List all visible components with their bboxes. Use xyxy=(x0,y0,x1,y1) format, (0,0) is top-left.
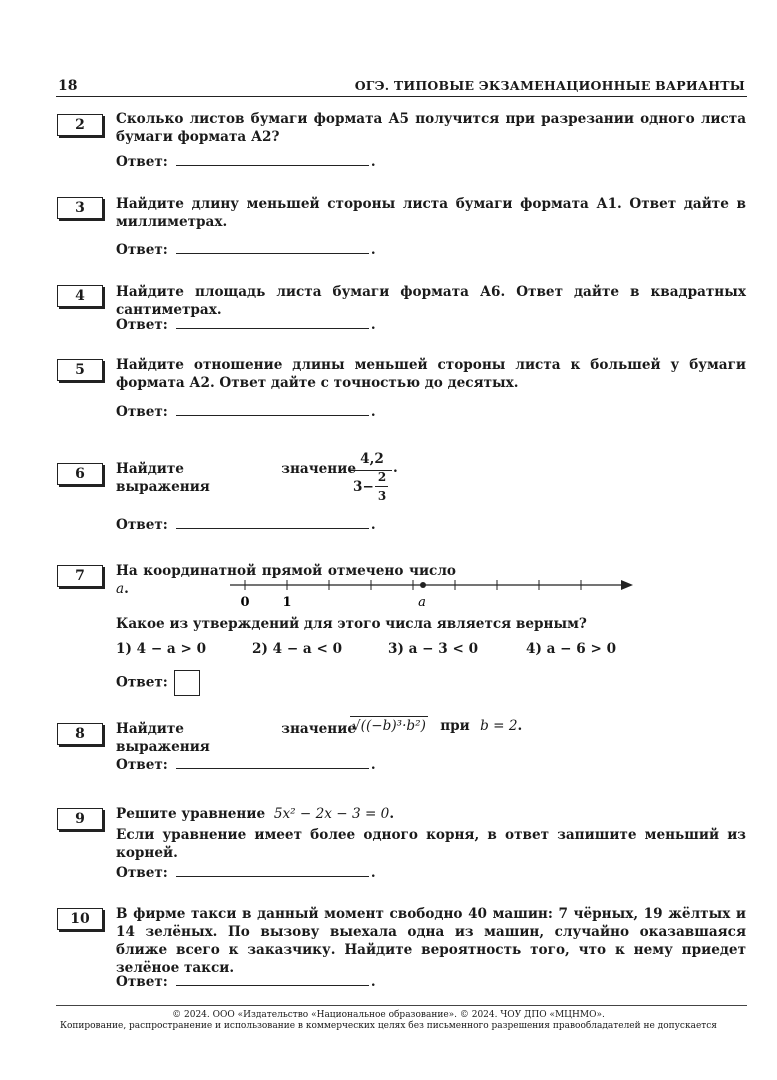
task-10-text: В фирме такси в данный момент свободно 40 машин: 7 чёрных, 19 жёлтых и 14 зелёных. По вызову выехала одна из машин, случайно оказавшаяся ближе всего к заказчику. Найдите вероятность того, что к нему приедет зелёное такси. xyxy=(116,906,746,976)
answer-field[interactable] xyxy=(176,153,369,166)
task-number-7: 7 xyxy=(57,565,103,587)
option-2[interactable]: 2) 4 − a < 0 xyxy=(252,641,343,657)
inner-fraction-bar xyxy=(375,486,388,487)
task-2-text: Сколько листов бумаги формата А5 получится при разрезании одного листа бумаги формата А2? xyxy=(116,111,746,145)
fraction-denominator-left: 3− xyxy=(353,479,374,495)
task-number-6: 6 xyxy=(57,463,103,485)
task-6-text: Найдите значение выражения xyxy=(116,461,356,495)
footer-divider xyxy=(56,1005,747,1006)
task-number-8: 8 xyxy=(57,723,103,745)
task-7-var: a xyxy=(116,581,125,597)
answer-label: Ответ: xyxy=(116,865,168,881)
condition: b = 2 xyxy=(480,718,518,734)
footer-notice: Копирование, распространение и использование в коммерческих целях без письменного разрешения правообладателей не допускается xyxy=(60,1021,717,1031)
task-8-end: . xyxy=(517,718,523,734)
point-a-label: a xyxy=(418,595,426,610)
task-9-end: . xyxy=(389,806,395,822)
task-7-question: Какое из утверждений для этого числа является верным? xyxy=(116,616,587,632)
task-9-line2: Если уравнение имеет более одного корня, в ответ запишите меньший из корней. xyxy=(116,827,746,861)
task-7-answer xyxy=(116,670,200,696)
task-8-expression xyxy=(350,718,522,734)
task-5-text: Найдите отношение длины меньшей стороны листа к большей у бумаги формата А2. Ответ дайте с точностью до десятых. xyxy=(116,357,746,391)
task-number-4: 4 xyxy=(57,285,103,307)
task-4-text: Найдите площадь листа бумаги формата А6. Ответ дайте в квадратных сантиметрах. xyxy=(116,284,746,318)
answer-label: Ответ: xyxy=(116,404,168,420)
task-2-answer: Ответ: . xyxy=(116,154,376,170)
answer-box[interactable] xyxy=(174,670,200,696)
task-number-5: 5 xyxy=(57,359,103,381)
task-number-10: 10 xyxy=(57,908,103,930)
footer-copyright: © 2024. ООО «Издательство «Национальное образование». © 2024. ЧОУ ДПО «МЦНМО». xyxy=(172,1010,605,1020)
answer-field[interactable] xyxy=(176,241,369,254)
equation: 5x² − 2x − 3 = 0 xyxy=(273,806,390,822)
fraction-numerator: 4,2 xyxy=(360,451,384,467)
running-head: ОГЭ. ТИПОВЫЕ ЭКЗАМЕНАЦИОННЫЕ ВАРИАНТЫ xyxy=(354,78,745,93)
task-10-answer: Ответ: . xyxy=(116,974,376,990)
task-number-9: 9 xyxy=(57,808,103,830)
radical-expression: √((−b)³·b²) xyxy=(352,718,426,734)
task-9-answer: Ответ: . xyxy=(116,865,376,881)
answer-field[interactable] xyxy=(176,973,369,986)
task-8-text: Найдите значение выражения xyxy=(116,721,356,755)
point-a xyxy=(420,582,426,588)
answer-label: Ответ: xyxy=(116,757,168,773)
inner-denominator: 3 xyxy=(377,489,387,503)
answer-label: Ответ: xyxy=(116,242,168,258)
task-4-answer: Ответ: . xyxy=(116,317,376,333)
answer-field[interactable] xyxy=(176,403,369,416)
task-7-end: . xyxy=(124,581,129,597)
page-number: 18 xyxy=(58,78,78,94)
answer-label: Ответ: xyxy=(116,317,168,333)
answer-field[interactable] xyxy=(176,756,369,769)
option-1[interactable]: 1) 4 − a > 0 xyxy=(116,641,207,657)
inner-numerator: 2 xyxy=(377,470,387,484)
header-divider xyxy=(56,96,747,97)
answer-label: Ответ: xyxy=(116,154,168,170)
tick-label-one: 1 xyxy=(282,595,292,610)
answer-label: Ответ: xyxy=(116,674,168,691)
answer-field[interactable] xyxy=(176,316,369,329)
task-7-intro: На координатной прямой отмечено число xyxy=(116,563,456,579)
answer-field[interactable] xyxy=(176,516,369,529)
task-3-text: Найдите длину меньшей стороны листа бумаги формата А1. Ответ дайте в миллиметрах. xyxy=(116,196,746,230)
number-line xyxy=(225,575,640,615)
answer-label: Ответ: xyxy=(116,974,168,990)
task-9-intro: Решите уравнение xyxy=(116,806,266,822)
task-number-3: 3 xyxy=(57,197,103,219)
task-5-answer: Ответ: . xyxy=(116,404,376,420)
option-3[interactable]: 3) a − 3 < 0 xyxy=(388,641,479,657)
cond-word: при xyxy=(440,718,470,734)
task-number-2: 2 xyxy=(57,114,103,136)
task-9-line1 xyxy=(116,805,746,823)
task-8-answer: Ответ: . xyxy=(116,757,376,773)
option-4[interactable]: 4) a − 6 > 0 xyxy=(526,641,617,657)
answer-label: Ответ: xyxy=(116,517,168,533)
tick-label-zero: 0 xyxy=(240,595,250,610)
task-3-answer: Ответ: . xyxy=(116,242,376,258)
number-line-arrow xyxy=(621,580,633,590)
answer-field[interactable] xyxy=(176,864,369,877)
task-6-answer: Ответ: . xyxy=(116,517,376,533)
task-6-end: . xyxy=(393,460,398,476)
